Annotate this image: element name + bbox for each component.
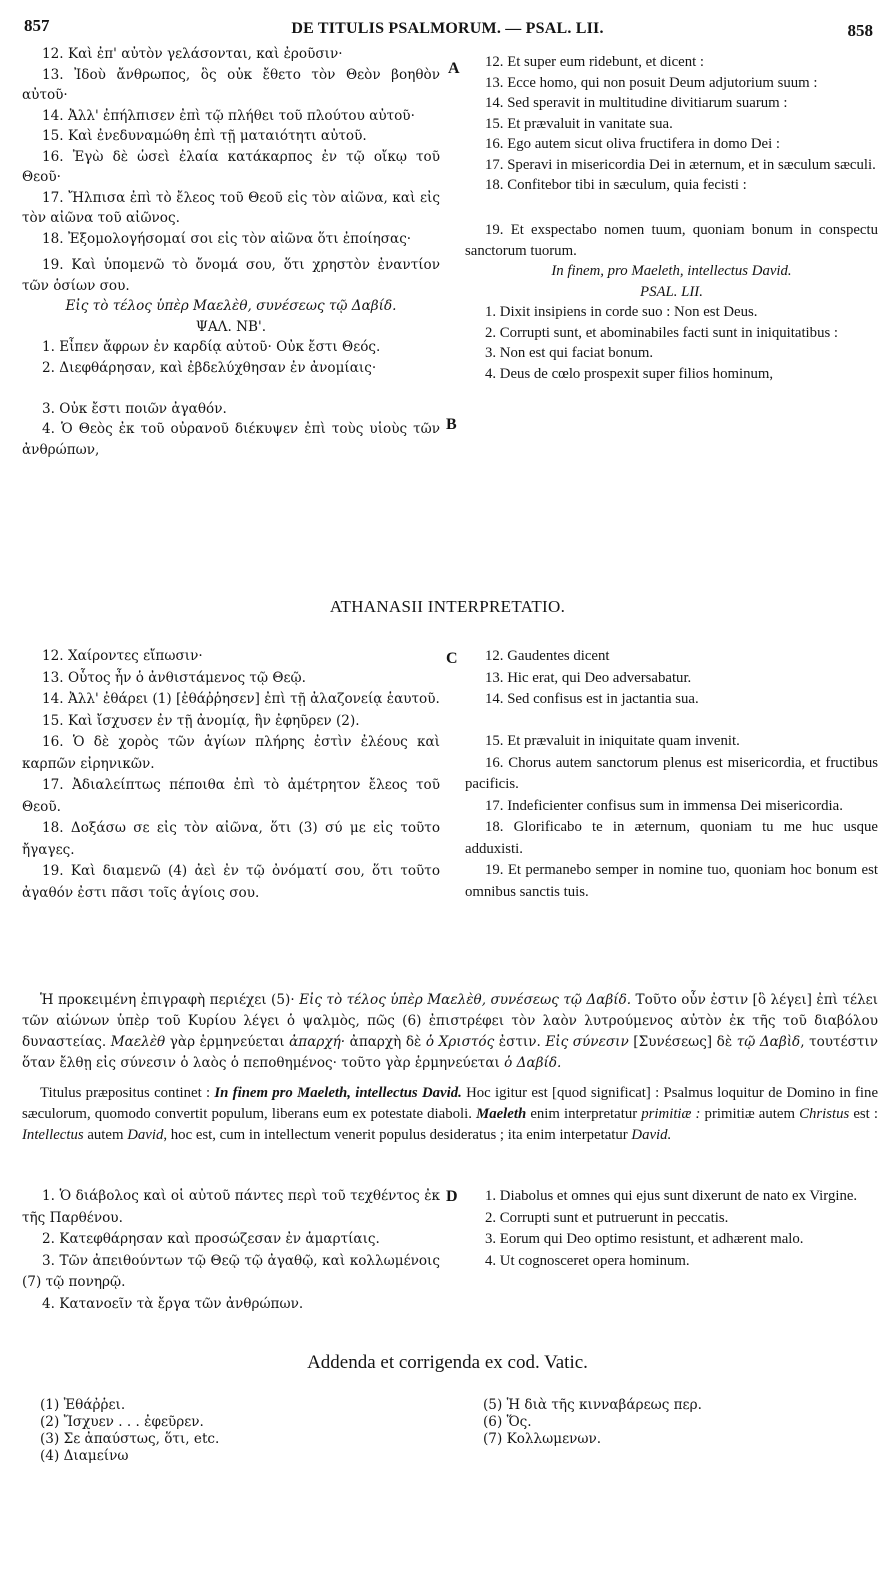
greek-commentary-paragraph: Ἡ προκειμένη ἐπιγραφὴ περιέχει (5)· Εἰς τὸ τέλος ὑπὲρ Μαελὲθ, συνέσεως τῷ Δαβίδ. Τοῦτο οὖν ἐστιν [ὃ λέγει] ἐπὶ τέλει τῶν αἰώνων ὑπὲρ τοῦ Κυρίου λέγει ὁ ψαλμὸς, πῶς (6) ἐπιστρέφει τὸν λαὸν λυτρούμενος αὐτὸν ἐκ τῆς τοῦ διαβόλου δυναστείας. Μαελὲθ γὰρ ἑρμηνεύεται ἀπαρχή· ἀπαρχὴ δὲ ὁ Χριστός ἐστιν. Εἰς σύνεσιν [Συνέσεως] δὲ τῷ Δαβὶδ, τουτέστιν ὅταν ἔλθῃ εἰς σύνεσιν ὁ λαὸς ὁ πεποθημένος· τοῦτο γὰρ ἑρμηνεύεται ὁ Δαβίδ. bbox=[22, 992, 879, 1071]
greek-verse: 17. Ἤλπισα ἐπὶ τὸ ἔλεος τοῦ Θεοῦ εἰς τὸν αἰῶνα, καὶ εἰς τὸν αἰῶνα τοῦ αἰῶνος. bbox=[22, 189, 440, 226]
greek-verse: 18. Δοξάσω σε εἰς τὸν αἰῶνα, ὅτι (3) σύ με εἰς τοῦτο ἤγαγες. bbox=[22, 820, 440, 858]
latin-verse: 2. Corrupti sunt, et abominabiles facti sunt in iniquitatibus : bbox=[485, 324, 839, 341]
footnote: (6) Ὅς. bbox=[483, 1414, 532, 1430]
footnote: (4) Διαμείνω bbox=[40, 1448, 129, 1464]
page-number-left: 857 bbox=[24, 16, 50, 35]
latin-verse: 14. Sed speravit in multitudine divitiarum suarum : bbox=[485, 95, 788, 111]
margin-marker-d: D bbox=[446, 1188, 458, 1205]
latin-verse: 4. Ut cognosceret opera hominum. bbox=[485, 1252, 690, 1269]
latin-verse: 13. Hic erat, qui Deo adversabatur. bbox=[485, 669, 692, 686]
greek-verse: 17. Ἀδιαλείπτως πέποιθα ἐπὶ τὸ ἀμέτρητον ἔλεος τοῦ Θεοῦ. bbox=[22, 777, 440, 815]
latin-column-bottom bbox=[465, 1186, 878, 1272]
greek-verse: 3. Οὐκ ἔστι ποιῶν ἀγαθόν. bbox=[42, 400, 227, 417]
greek-verse: 2. Κατεφθάρησαν καὶ προσώζεσαν ἐν ἁμαρτίαις. bbox=[42, 1231, 380, 1247]
latin-verse: 2. Corrupti sunt et putruerunt in peccatis. bbox=[485, 1209, 729, 1226]
greek-verse: 16. Ἐγὼ δὲ ὡσεὶ ἐλαία κατάκαρπος ἐν τῷ οἴκῳ τοῦ Θεοῦ· bbox=[22, 148, 440, 185]
footnote: (2) Ἴσχυεν . . . ἐφεῦρεν. bbox=[40, 1414, 204, 1430]
margin-marker-b: B bbox=[446, 416, 457, 433]
latin-verse: 18. Glorificabo te in æternum, quoniam tu me huc usque adduxisti. bbox=[465, 819, 878, 857]
running-title: DE TITULIS PSALMORUM. — PSAL. LII. bbox=[291, 20, 604, 37]
greek-verse: 12. Χαίροντες εἴπωσιν· bbox=[42, 648, 203, 664]
latin-verse: 17. Indeficienter confisus sum in immensa Dei misericordia. bbox=[485, 797, 843, 814]
latin-verse: 3. Eorum qui Deo optimo resistunt, et adhærent malo. bbox=[485, 1231, 804, 1247]
greek-verse: 1. Εἶπεν ἄφρων ἐν καρδίᾳ αὐτοῦ· Οὐκ ἔστι Θεός. bbox=[42, 339, 381, 355]
footnote: (1) Ἐθάῤῥει. bbox=[40, 1397, 126, 1413]
latin-verse: 1. Dixit insipiens in corde suo : Non est Deus. bbox=[485, 304, 758, 320]
latin-verse: 18. Confitebor tibi in sæculum, quia fecisti : bbox=[485, 177, 747, 193]
latin-psalm-number: PSAL. LII. bbox=[640, 283, 703, 300]
latin-column-top bbox=[465, 52, 878, 384]
margin-marker-c: C bbox=[446, 650, 458, 667]
latin-verse: 1. Diabolus et omnes qui ejus sunt dixerunt de nato ex Virgine. bbox=[485, 1188, 858, 1204]
greek-verse: 19. Καὶ ὑπομενῶ τὸ ὄνομά σου, ὅτι χρηστὸν ἐναντίον τῶν ὁσίων σου. bbox=[22, 257, 440, 294]
addenda-heading: Addenda et corrigenda ex cod. Vatic. bbox=[307, 1352, 588, 1373]
greek-verse: 13. Ἰδοὺ ἄνθρωπος, ὃς οὐκ ἔθετο τὸν Θεὸν βοηθὸν αὐτοῦ· bbox=[22, 66, 440, 103]
greek-verse: 19. Καὶ διαμενῶ (4) ἀεὶ ἐν τῷ ὀνόματί σου, ὅτι τοῦτο ἀγαθόν ἐστι πᾶσι τοῖς ἁγίοις σου. bbox=[22, 863, 440, 901]
latin-commentary-paragraph: Titulus præpositus continet : In finem pro Maeleth, intellectus David. Hoc igitur est [quod significat] : Psalmus loquitur de Domino in fine sæculorum, quomodo convertit populum, liberans eum ex potestate diaboli. Maeleth enim interpretatur primitiæ : primitiæ autem Christus est : Intellectus autem David, hoc est, cum in intellectum venerit populus desideratus ; ita enim interpetatur David. bbox=[22, 1085, 879, 1143]
notes-left bbox=[40, 1397, 219, 1465]
latin-psalm-title: In finem, pro Maeleth, intellectus David. bbox=[551, 263, 792, 279]
footnote: (3) Σε ἀπαύστως, ὅτι, etc. bbox=[40, 1431, 220, 1447]
latin-verse: 13. Ecce homo, qui non posuit Deum adjutorium suum : bbox=[485, 74, 818, 91]
latin-verse: 16. Ego autem sicut oliva fructifera in domo Dei : bbox=[485, 136, 781, 152]
latin-verse: 16. Chorus autem sanctorum plenus est misericordia, et fructibus pacificis. bbox=[465, 754, 878, 792]
section-heading: ATHANASII INTERPRETATIO. bbox=[329, 597, 566, 616]
latin-verse: 3. Non est qui faciat bonum. bbox=[485, 345, 654, 361]
latin-verse: 15. Et prævaluit in vanitate sua. bbox=[485, 115, 673, 132]
margin-marker-a: A bbox=[448, 60, 460, 77]
greek-verse: 3. Τῶν ἀπειθούντων τῷ Θεῷ τῷ ἀγαθῷ, καὶ κολλωμένοις (7) τῷ πονηρῷ. bbox=[22, 1252, 440, 1290]
greek-psalm-number: ΨΑΛ. ΝΒ'. bbox=[195, 318, 267, 335]
page-number-right: 858 bbox=[847, 21, 873, 40]
footnote: (5) Ἡ διὰ τῆς κινναβάρεως περ. bbox=[483, 1397, 702, 1413]
greek-verse: 15. Καὶ ἴσχυσεν ἐν τῇ ἀνομίᾳ, ἣν ἐφηῦρεν (2). bbox=[42, 712, 360, 729]
greek-psalm-title: Εἰς τὸ τέλος ὑπὲρ Μαελὲθ, συνέσεως τῷ Δαβίδ. bbox=[65, 298, 397, 314]
greek-verse: 12. Καὶ ἐπ' αὐτὸν γελάσονται, καὶ ἐροῦσιν· bbox=[42, 46, 343, 62]
latin-verse: 14. Sed confisus est in jactantia sua. bbox=[485, 691, 699, 707]
latin-verse: 12. Et super eum ridebunt, et dicent : bbox=[485, 54, 705, 70]
greek-verse: 4. Κατανοεῖν τὰ ἔργα τῶν ἀνθρώπων. bbox=[42, 1295, 304, 1312]
greek-verse: 1. Ὁ διάβολος καὶ οἱ αὐτοῦ πάντες περὶ τοῦ τεχθέντος ἐκ τῆς Παρθένου. bbox=[22, 1188, 440, 1226]
latin-verse: 17. Speravi in misericordia Dei in æternum, et in sæculum sæculi. bbox=[485, 156, 876, 173]
greek-verse: 4. Ὁ Θεὸς ἐκ τοῦ οὐρανοῦ διέκυψεν ἐπὶ τοὺς υἱοὺς τῶν ἀνθρώπων, bbox=[22, 421, 440, 458]
greek-column-bottom bbox=[22, 1186, 440, 1315]
latin-verse: 4. Deus de cœlo prospexit super filios hominum, bbox=[485, 365, 774, 382]
latin-verse: 12. Gaudentes dicent bbox=[485, 648, 610, 664]
greek-verse: 15. Καὶ ἐνεδυναμώθη ἐπὶ τῇ ματαιότητι αὐτοῦ. bbox=[42, 128, 367, 144]
greek-column-middle bbox=[22, 646, 440, 904]
latin-verse: 15. Et prævaluit in iniquitate quam invenit. bbox=[485, 733, 740, 749]
greek-verse: 14. Ἀλλ' ἐπήλπισεν ἐπὶ τῷ πλήθει τοῦ πλούτου αὐτοῦ· bbox=[42, 107, 415, 124]
greek-verse: 2. Διεφθάρησαν, καὶ ἐβδελύχθησαν ἐν ἀνομίαις· bbox=[42, 359, 377, 376]
greek-verse: 14. Ἀλλ' ἐθάρει (1) [ἐθάῤῥησεν] ἐπὶ τῇ ἀλαζονείᾳ ἑαυτοῦ. bbox=[42, 691, 440, 707]
greek-column-top bbox=[22, 44, 440, 460]
footnote: (7) Κολλωμενων. bbox=[483, 1431, 602, 1447]
latin-verse: 19. Et exspectabo nomen tuum, quoniam bonum in conspectu sanctorum tuorum. bbox=[465, 222, 878, 259]
latin-column-middle bbox=[465, 646, 878, 903]
notes-right bbox=[483, 1397, 702, 1448]
latin-verse: 19. Et permanebo semper in nomine tuo, quoniam hoc bonum est omnibus sanctis tuis. bbox=[465, 862, 878, 900]
greek-verse: 16. Ὁ δὲ χορὸς τῶν ἁγίων πλήρης ἐστὶν ἐλέους καὶ καρπῶν εἰρηνικῶν. bbox=[22, 734, 440, 772]
greek-verse: 13. Οὗτος ἦν ὁ ἀνθιστάμενος τῷ Θεῷ. bbox=[42, 669, 306, 686]
greek-verse: 18. Ἐξομολογήσομαί σοι εἰς τὸν αἰῶνα ὅτι ἐποίησας· bbox=[42, 230, 412, 247]
